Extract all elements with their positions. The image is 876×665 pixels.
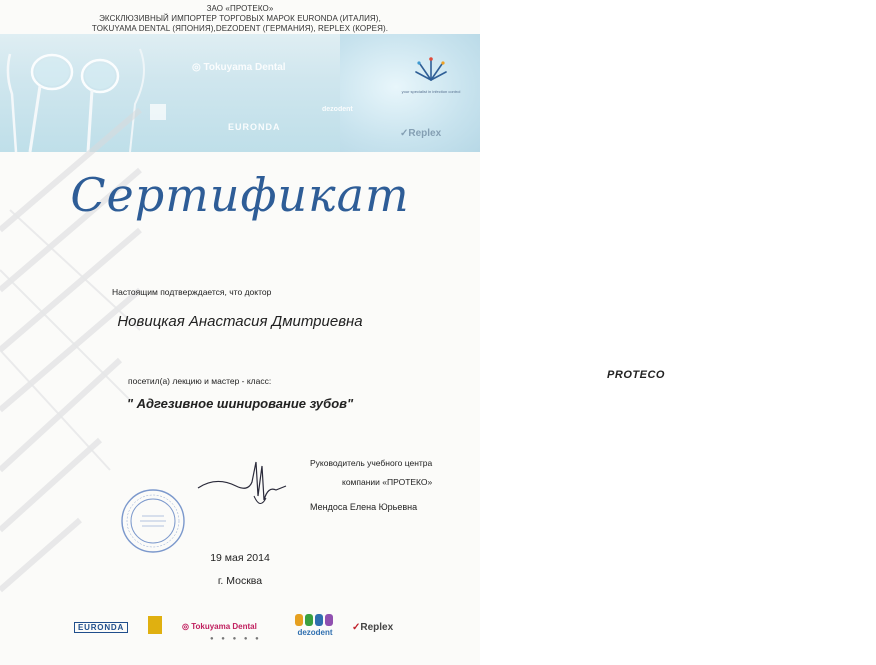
footer-logos (0, 612, 480, 652)
banner-logo-replex: ✓Replex (400, 128, 442, 139)
proteco-tagline: your specialist in infection control (401, 89, 461, 94)
footer-logo-tokuyama: ◎ Tokuyama Dental (182, 622, 257, 631)
header-line-2: ЭКСКЛЮЗИВНЫЙ ИМПОРТЕР ТОРГОВЫХ МАРОК EURONDA (ИТАЛИЯ), (99, 14, 381, 23)
certificate-date: 19 мая 2014 (210, 552, 270, 564)
signer-role-2: компании «ПРОТЕКО» (342, 477, 433, 487)
banner-logo-square (150, 104, 166, 120)
course-title: " Адгезивное шинирование зубов" (126, 396, 354, 411)
footer-logo-replex: ✓Replex (352, 622, 394, 633)
company-stamp (120, 488, 186, 554)
recipient-name: Новицкая Анастасия Дмитриевна (117, 313, 363, 330)
certificate-city: г. Москва (217, 575, 263, 587)
banner-logo-dezodent: dezodent (322, 106, 353, 113)
attended-text: посетил(а) лекцию и мастер - класс: (128, 376, 272, 386)
signer-name: Мендоса Елена Юрьевна (310, 502, 418, 512)
footer-dots: ● ● ● ● ● (210, 636, 262, 642)
certificate-title: Сертификат (70, 168, 410, 222)
header-line-1: ЗАО «ПРОТЕКО» (206, 4, 274, 13)
handwritten-signature (196, 456, 306, 516)
footer-logo-square (148, 616, 162, 634)
banner-logo-tokuyama: ◎ Tokuyama Dental (192, 62, 286, 73)
proteco-name: PROTECO (607, 369, 665, 381)
footer-logo-euronda: EURONDA (74, 622, 128, 633)
header-line-3: TOKUYAMA DENTAL (ЯПОНИЯ),DEZODENT (ГЕРМАНИЯ), REPLEX (КОРЕЯ). (91, 24, 389, 33)
dental-instruments-illustration (0, 34, 160, 152)
tooth-icon (295, 614, 335, 626)
header-text (60, 4, 420, 34)
sunburst-icon (414, 54, 448, 84)
footer-logo-dezodent: dezodent (288, 614, 342, 637)
signer-role-1: Руководитель учебного центра (310, 458, 433, 468)
confirm-text: Настоящим подтверждается, что доктор (112, 287, 272, 297)
banner-logo-euronda: EURONDA (228, 122, 281, 132)
